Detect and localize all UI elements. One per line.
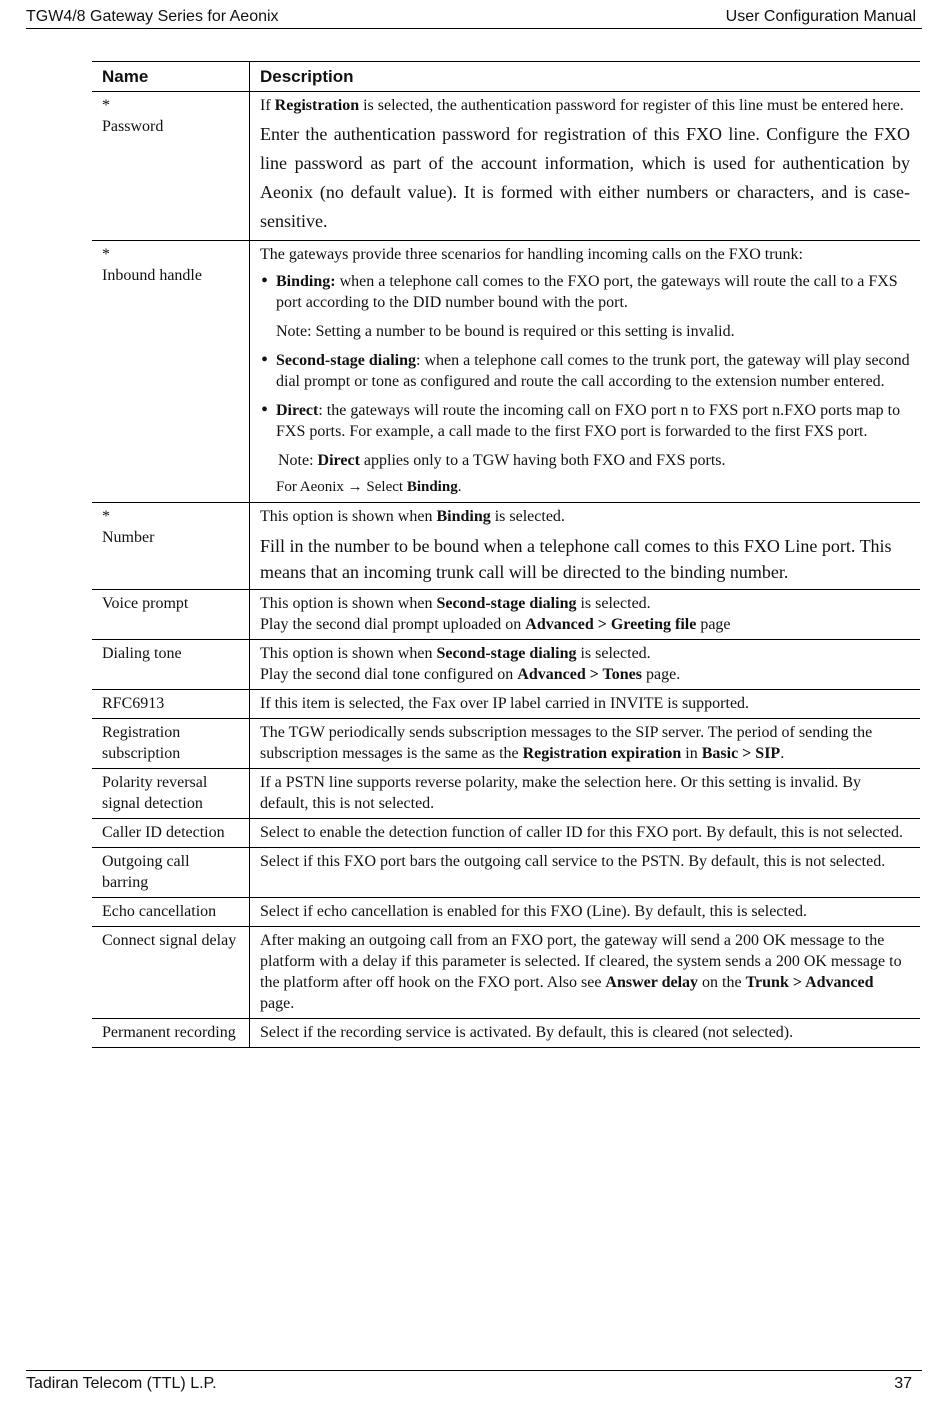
header-manual-name: User Configuration Manual bbox=[725, 8, 916, 25]
aeonix-instruction: For Aeonix → Select Binding. bbox=[276, 479, 462, 495]
table-header-row bbox=[92, 62, 920, 92]
page-footer bbox=[26, 1370, 922, 1393]
row-name: Outgoing call barring bbox=[92, 848, 250, 898]
table-row bbox=[92, 819, 920, 848]
row-name: RFC6913 bbox=[92, 690, 250, 719]
row-name: Inbound handle bbox=[102, 267, 202, 284]
required-marker: * bbox=[102, 97, 110, 114]
row-description: If this item is selected, the Fax over IP label carried in INVITE is supported. bbox=[260, 695, 750, 712]
row-name: Permanent recording bbox=[92, 1019, 250, 1048]
row-description-cell: The TGW periodically sends subscription messages to the SIP server. The period of sending the subscription messages is the same as the Registration expiration in Basic > SIP. bbox=[260, 724, 873, 762]
row-description-cell: After making an outgoing call from an FXO port, the gateway will send a 200 OK message to the platform with a delay if this parameter is selected. If cleared, the system sends a 200 OK message to the platform after off hook on the FXO port. Also see Answer delay on the Trunk > Advanced page. bbox=[260, 932, 902, 1012]
table-row bbox=[92, 640, 920, 690]
table-row bbox=[92, 1019, 920, 1048]
row-name-cell bbox=[92, 92, 250, 241]
row-name: Password bbox=[102, 118, 164, 135]
row-description-cell bbox=[250, 590, 921, 640]
row-description-cell bbox=[250, 640, 921, 690]
description-text: This option is shown when Second-stage dialing is selected. bbox=[260, 645, 651, 662]
table-row bbox=[92, 92, 920, 241]
table-row bbox=[92, 719, 920, 769]
required-marker: * bbox=[102, 246, 110, 263]
description-text: Fill in the number to be bound when a telephone call comes to this FXO Line port. This means that an incoming trunk call will be directed to the binding number. bbox=[260, 536, 892, 582]
description-text: This option is shown when Binding is selected. bbox=[260, 508, 565, 525]
row-name: Dialing tone bbox=[92, 640, 250, 690]
column-header-name: Name bbox=[92, 62, 250, 92]
description-text: This option is shown when Second-stage dialing is selected. bbox=[260, 595, 651, 612]
column-header-description: Description bbox=[260, 67, 354, 86]
header-title: TGW4/8 Gateway Series for Aeonix bbox=[26, 8, 279, 25]
row-description: Select if the recording service is activated. By default, this is cleared (not selected). bbox=[260, 1024, 794, 1041]
row-name: Voice prompt bbox=[92, 590, 250, 640]
list-item: • Direct: the gateways will route the incoming call on FXO port n to FXS port n.FXO ports map to FXS ports. For example, a call made to the first FXO port is forwarded to the first FXS port. bbox=[276, 400, 910, 442]
table-row bbox=[92, 848, 920, 898]
page-header bbox=[26, 6, 922, 29]
option-list bbox=[260, 271, 910, 442]
description-text: Play the second dial tone configured on Advanced > Tones page. bbox=[260, 666, 681, 683]
note-text: Note: Setting a number to be bound is required or this setting is invalid. bbox=[276, 323, 735, 340]
table-row bbox=[92, 927, 920, 1019]
description-text: Play the second dial prompt uploaded on Advanced > Greeting file page bbox=[260, 616, 731, 633]
table-row bbox=[92, 241, 920, 503]
row-name: Polarity reversal signal detection bbox=[92, 769, 250, 819]
row-description: If a PSTN line supports reverse polarity, make the selection here. Or this setting is invalid. By default, this is not selected. bbox=[260, 774, 862, 812]
description-text: If Registration is selected, the authentication password for register of this line must be entered here. bbox=[260, 97, 904, 114]
list-item: • Second-stage dialing: when a telephone call comes to the trunk port, the gateway will play second dial prompt or tone as configured and route the call according to the extension number entered. bbox=[276, 350, 910, 392]
row-name: Connect signal delay bbox=[92, 927, 250, 1019]
note-text: Note: Direct applies only to a TGW having both FXO and FXS ports. bbox=[278, 452, 726, 469]
row-description-cell bbox=[250, 92, 921, 241]
table-row bbox=[92, 590, 920, 640]
list-item: • Binding: when a telephone call comes to the FXO port, the gateways will route the call to a FXS port according to the DID number bound with the port. Note: Setting a number to be bound is required or this setting is invalid. bbox=[276, 271, 910, 342]
table-row bbox=[92, 690, 920, 719]
description-text: Enter the authentication password for registration of this FXO line. Configure the FXO line password as part of the account information, which is used for authentication by Aeonix (no default value). It is formed with either numbers or characters, and is case-sensitive. bbox=[260, 124, 910, 231]
row-description: Select if echo cancellation is enabled for this FXO (Line). By default, this is selected. bbox=[260, 903, 807, 920]
row-name-cell bbox=[92, 241, 250, 503]
row-name: Caller ID detection bbox=[92, 819, 250, 848]
parameter-table bbox=[92, 61, 920, 1048]
row-description-cell bbox=[250, 503, 921, 590]
row-description-cell bbox=[250, 241, 921, 503]
footer-company: Tadiran Telecom (TTL) L.P. bbox=[26, 1375, 217, 1392]
row-name-cell bbox=[92, 503, 250, 590]
page-number: 37 bbox=[894, 1375, 912, 1392]
table-row bbox=[92, 503, 920, 590]
row-name: Echo cancellation bbox=[92, 898, 250, 927]
row-description: Select to enable the detection function of caller ID for this FXO port. By default, this is not selected. bbox=[260, 824, 903, 841]
row-description: Select if this FXO port bars the outgoing call service to the PSTN. By default, this is not selected. bbox=[260, 853, 886, 870]
row-name: Registration subscription bbox=[92, 719, 250, 769]
table-row bbox=[92, 898, 920, 927]
row-name: Number bbox=[102, 529, 155, 546]
required-marker: * bbox=[102, 508, 110, 525]
description-text: The gateways provide three scenarios for handling incoming calls on the FXO trunk: bbox=[260, 246, 803, 263]
table-row bbox=[92, 769, 920, 819]
